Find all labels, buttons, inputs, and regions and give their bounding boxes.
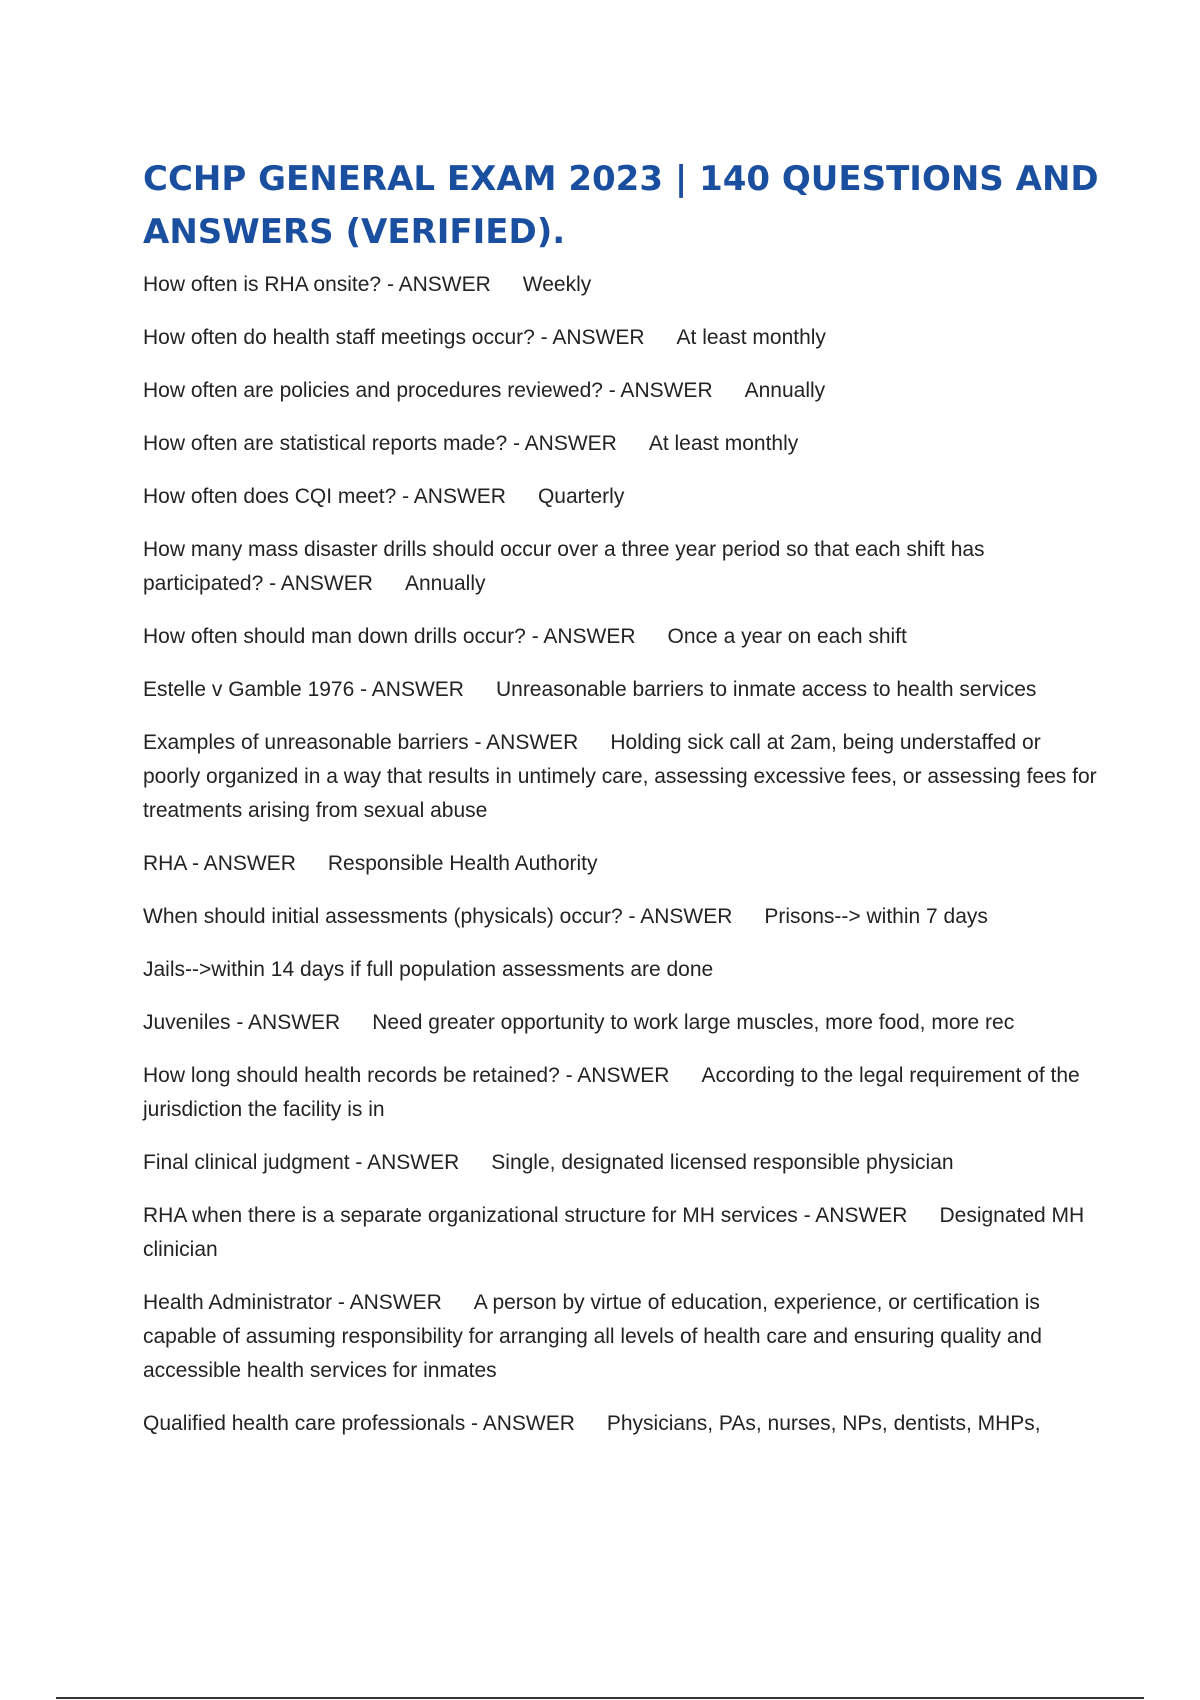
answer-text: Once a year on each shift (667, 625, 907, 648)
answer-text: At least monthly (676, 326, 826, 349)
answer-text: Need greater opportunity to work large muscles, more food, more rec (372, 1011, 1015, 1034)
footer-rule (56, 1697, 1144, 1699)
qa-item (143, 673, 1103, 707)
question-text: Qualified health care professionals - ANSWER (143, 1412, 575, 1435)
question-text: RHA - ANSWER (143, 852, 296, 875)
qa-item (143, 900, 1103, 934)
answer-text: Annually (744, 379, 826, 402)
answer-text: Weekly (522, 273, 592, 296)
answer-text: Holding sick call at 2am, being understaffed or poorly organized in a way that results in untimely care, assessing excessive fees, or assessing fees for treatments arising from sexual abuse (143, 731, 1103, 822)
answer-text: Single, designated licensed responsible physician (491, 1151, 954, 1174)
qa-item (143, 374, 1103, 408)
question-text: How often are statistical reports made? - ANSWER (143, 432, 617, 455)
question-text: Estelle v Gamble 1976 - ANSWER (143, 678, 464, 701)
qa-item (143, 533, 1103, 601)
answer-text: Prisons--> within 7 days (764, 905, 988, 928)
qa-item (143, 480, 1103, 514)
qa-item (143, 1199, 1103, 1267)
question-text: When should initial assessments (physicals) occur? - ANSWER (143, 905, 733, 928)
question-text: Examples of unreasonable barriers - ANSWER (143, 731, 579, 754)
question-text: How often is RHA onsite? - ANSWER (143, 273, 491, 296)
answer-text: Designated MH clinician (143, 1204, 1091, 1261)
question-text: Juveniles - ANSWER (143, 1011, 341, 1034)
qa-list (143, 268, 1103, 1460)
question-text: RHA when there is a separate organizational structure for MH services - ANSWER (143, 1204, 908, 1227)
qa-item (143, 726, 1103, 828)
qa-item (143, 1059, 1103, 1127)
question-text: How many mass disaster drills should occur over a three year period so that each shift has participated? - ANSWER (143, 538, 991, 595)
answer-text: According to the legal requirement of the jurisdiction the facility is in (143, 1064, 1086, 1121)
question-text: How often should man down drills occur? - ANSWER (143, 625, 636, 648)
qa-item (143, 1286, 1103, 1388)
question-text: How often do health staff meetings occur? - ANSWER (143, 326, 645, 349)
answer-text: Annually (404, 572, 486, 595)
qa-item (143, 953, 1103, 987)
qa-item (143, 427, 1103, 461)
document-title: CCHP GENERAL EXAM 2023 | 140 QUESTIONS AND ANSWERS (VERIFIED). (143, 159, 1099, 252)
question-text: Final clinical judgment - ANSWER (143, 1151, 460, 1174)
answer-text: At least monthly (648, 432, 799, 455)
question-text: How often does CQI meet? - ANSWER (143, 485, 506, 508)
answer-text: Quarterly (537, 485, 625, 508)
qa-item (143, 847, 1103, 881)
qa-item (143, 321, 1103, 355)
answer-text: Physicians, PAs, nurses, NPs, dentists, MHPs, (606, 1412, 1041, 1435)
answer-text: Responsible Health Authority (327, 852, 598, 875)
qa-item (143, 1006, 1103, 1040)
answer-text: A person by virtue of education, experience, or certification is capable of assuming responsibility for arranging all levels of health care and ensuring quality and accessible health services for inmates (143, 1291, 1048, 1382)
question-text: How often are policies and procedures reviewed? - ANSWER (143, 379, 713, 402)
qa-item (143, 1146, 1103, 1180)
question-text: Health Administrator - ANSWER (143, 1291, 442, 1314)
qa-item (143, 268, 1103, 302)
answer-text: Unreasonable barriers to inmate access to health services (495, 678, 1037, 701)
question-text: How long should health records be retained? - ANSWER (143, 1064, 670, 1087)
qa-item (143, 1407, 1103, 1441)
qa-item (143, 620, 1103, 654)
question-text: Jails-->within 14 days if full population assessments are done (143, 958, 714, 981)
